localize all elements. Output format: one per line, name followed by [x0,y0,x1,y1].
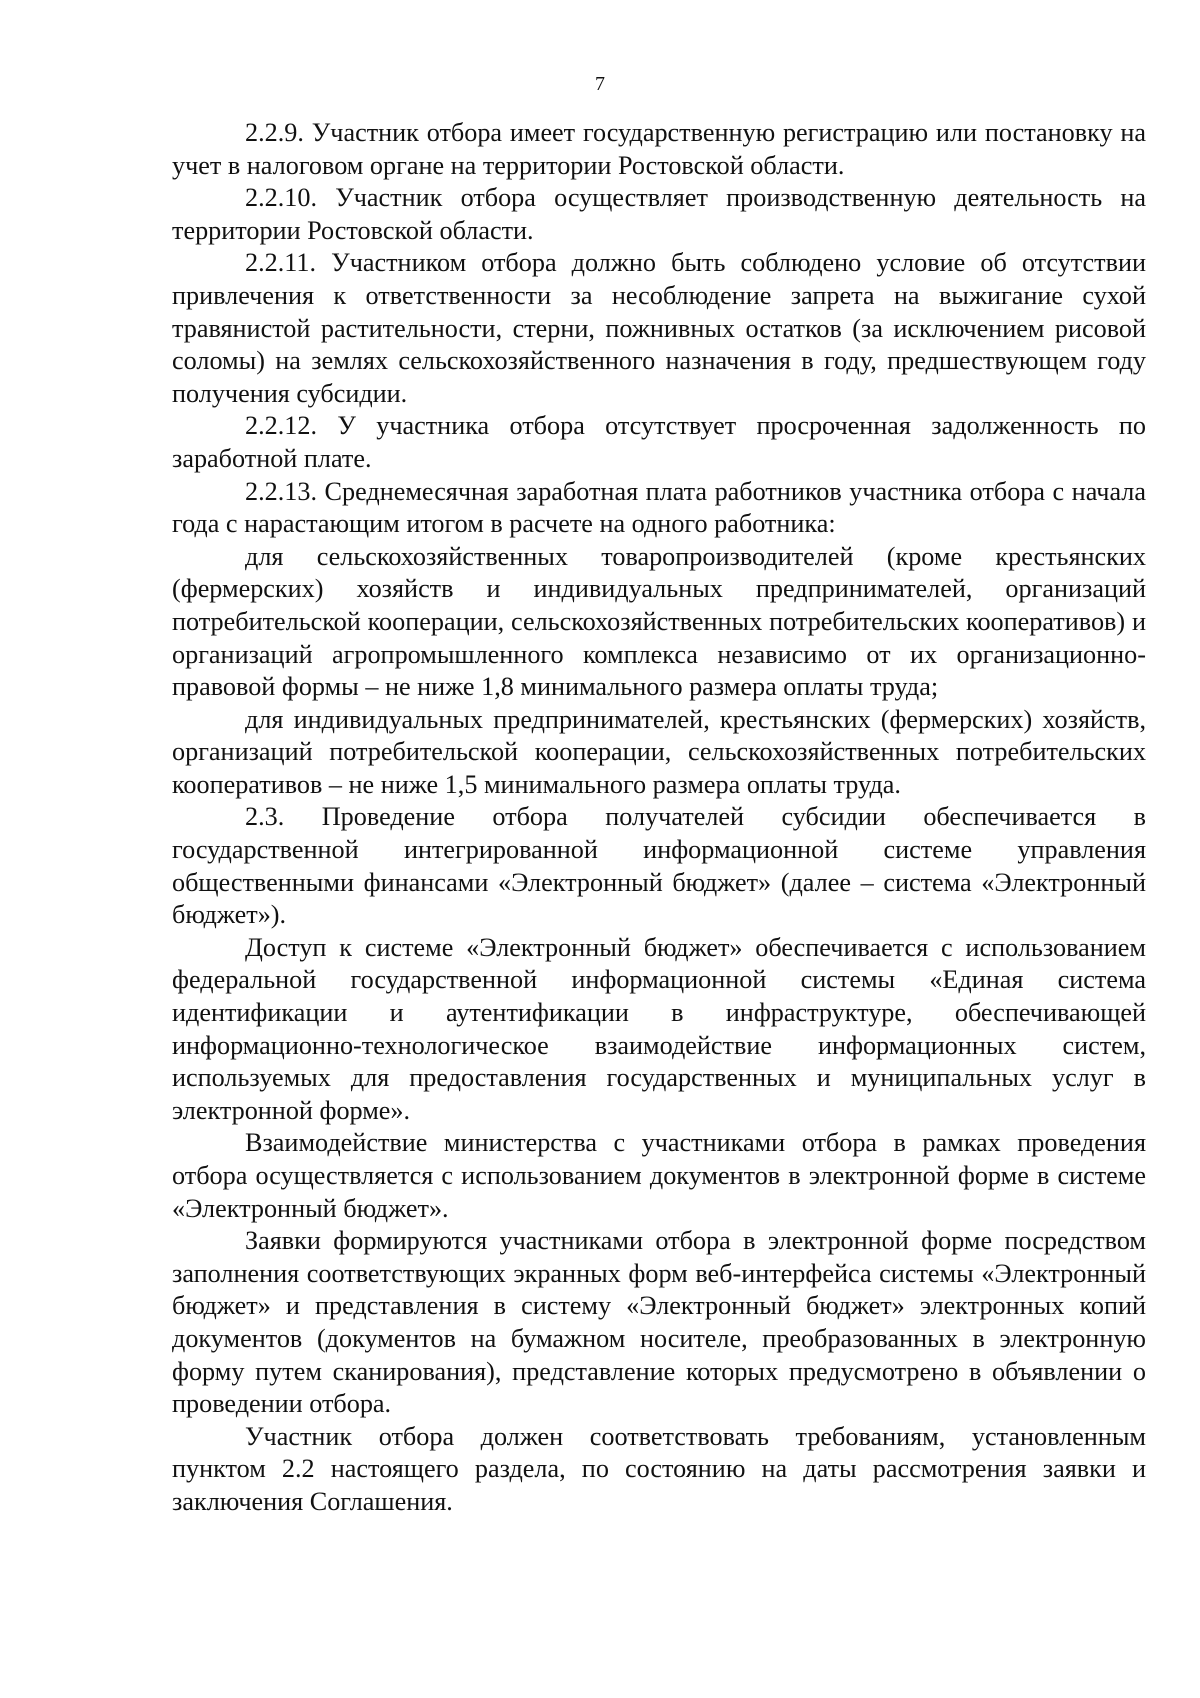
paragraph-2-2-9: 2.2.9. Участник отбора имеет государственную регистрацию или постановку на учет в налоговом органе на территории Ростовской области. [172,118,1146,180]
paragraph-2-3: 2.3. Проведение отбора получателей субсидии обеспечивается в государственной интегрированной информационной системе управления общественными финансами «Электронный бюджет» (далее – система «Электронный бюджет»). [172,802,1146,930]
paragraph-2-2-12: 2.2.12. У участника отбора отсутствует просроченная задолженность по заработной плате. [172,411,1146,473]
paragraph-system-access: Доступ к системе «Электронный бюджет» обеспечивается с использованием федеральной государственной информационной системы «Единая система идентификации и аутентификации в инфраструктуре, обеспечивающей информационно-технологическое взаимодействие информационных систем, используемых для предоставления государственных и муниципальных услуг в электронной форме». [172,932,1146,1125]
paragraph-2-2-10: 2.2.10. Участник отбора осуществляет производственную деятельность на территории Ростовской области. [172,183,1146,245]
paragraph-2-2-11: 2.2.11. Участником отбора должно быть соблюдено условие об отсутствии привлечения к ответственности за несоблюдение запрета на выжигание сухой травянистой растительности, стерни, пожнивных остатков (за исключением рисовой соломы) на землях сельскохозяйственного назначения в году, предшествующем году получения субсидии. [172,248,1146,408]
paragraph-ministry-interaction: Взаимодействие министерства с участниками отбора в рамках проведения отбора осуществляется с использованием документов в электронной форме в системе «Электронный бюджет». [172,1128,1146,1223]
paragraph-agricultural-producers: для сельскохозяйственных товаропроизводителей (кроме крестьянских (фермерских) хозяйств и индивидуальных предпринимателей, организаций потребительской кооперации, сельскохозяйственных потребительских кооперативов) и организаций агропромышленного комплекса независимо от их организационно-правовой формы – не ниже 1,8 минимального размера оплаты труда; [172,541,1146,702]
paragraph-applications: Заявки формируются участниками отбора в электронной форме посредством заполнения соответствующих экранных форм веб-интерфейса системы «Электронный бюджет» и представления в систему «Электронный бюджет» электронных копий документов (документов на бумажном носителе, преобразованных в электронную форму путем сканирования), представление которых предусмотрено в объявлении о проведении отбора. [172,1226,1146,1419]
page-number: 7 [595,73,605,95]
paragraph-requirements: Участник отбора должен соответствовать требованиям, установленным пунктом 2.2 настоящего раздела, по состоянию на даты рассмотрения заявки и заключения Соглашения. [172,1421,1146,1516]
paragraph-individual-entrepreneurs: для индивидуальных предпринимателей, крестьянских (фермерских) хозяйств, организаций потребительской кооперации, сельскохозяйственных потребительских кооперативов – не ниже 1,5 минимального размера оплаты труда. [172,704,1146,799]
paragraph-2-2-13: 2.2.13. Среднемесячная заработная плата работников участника отбора с начала года с нарастающим итогом в расчете на одного работника: [172,476,1146,539]
document-body [172,117,1146,1519]
